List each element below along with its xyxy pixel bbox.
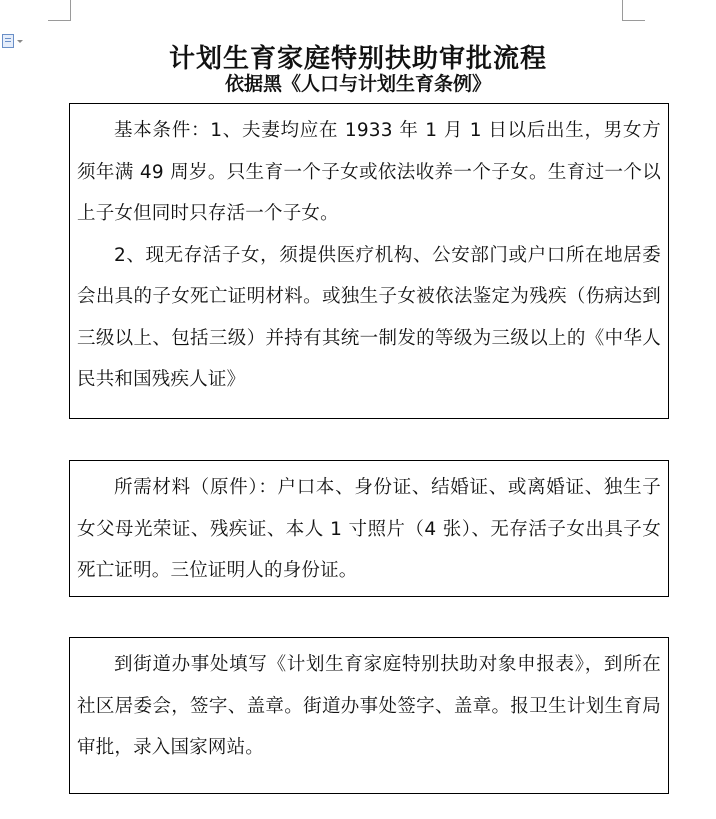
- page-corner-mark-right: [622, 0, 645, 21]
- page-title: 计划生育家庭特别扶助审批流程: [168, 44, 547, 75]
- materials-paragraph: 所需材料（原件）：户口本、身份证、结婚证、或离婚证、独生子女父母光荣证、残疾证、本人 1 寸照片（4 张）、无存活子女出具子女死亡证明。三位证明人的身份证。: [77, 477, 661, 581]
- conditions-paragraph-2: 2、现无存活子女，须提供医疗机构、公安部门或户口所在地居委会出具的子女死亡证明材料。或独生子女被依法鉴定为残疾（伤病达到三级以上、包括三级）并持有其统一制发的等级为三级以上的《中华人民共和国残疾人证》: [77, 244, 661, 390]
- procedure-paragraph: 到街道办事处填写《计划生育家庭特别扶助对象申报表》，到所在社区居委会，签字、盖章。街道办事处签字、盖章。报卫生计划生育局审批，录入国家网站。: [77, 654, 661, 758]
- conditions-box: [69, 103, 669, 419]
- conditions-paragraph-1: 基本条件：1、夫妻均应在 1933 年 1 月 1 日以后出生，男女方须年满 49 周岁。只生育一个子女或依法收养一个子女。生育过一个以上子女但同时只存活一个子女。: [77, 120, 661, 224]
- page-corner-mark-left: [48, 0, 71, 21]
- procedure-box: [69, 637, 669, 794]
- materials-box: [69, 460, 669, 597]
- page-subtitle: 依据黑《人口与计划生育条例》: [224, 73, 491, 95]
